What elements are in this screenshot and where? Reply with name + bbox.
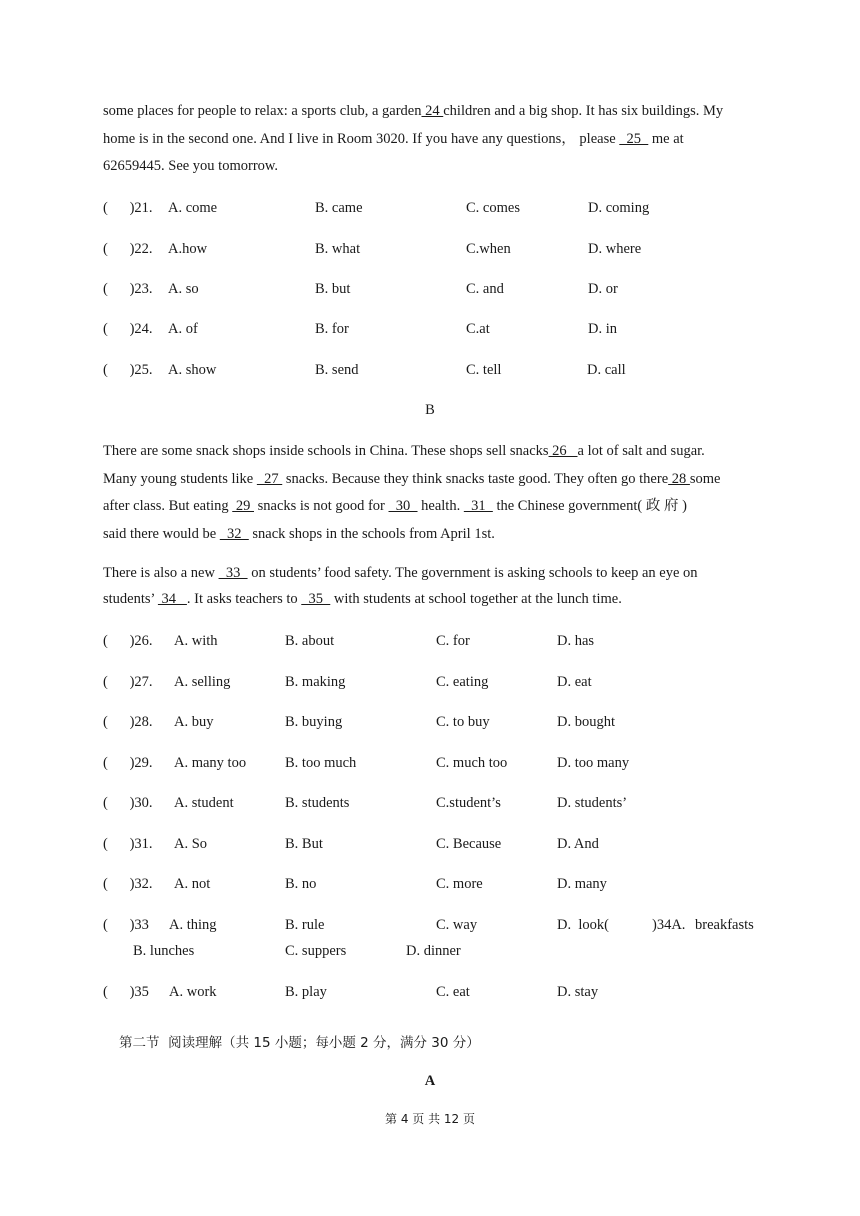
option-b: B. send xyxy=(315,362,359,378)
question-number: ( )28. xyxy=(103,714,153,730)
question-number: ( )31. xyxy=(103,836,153,852)
option-b: B. lunches xyxy=(133,943,195,959)
option-a: A. not xyxy=(174,876,211,892)
question-number: ( )33 xyxy=(103,917,149,933)
passage-line: said there would be 32 snack shops in the schools from April 1st. xyxy=(103,525,495,542)
page-footer: 第 4 页 共 12 页 xyxy=(385,1112,475,1126)
blank-34: 34 xyxy=(157,591,187,607)
option-b: B. but xyxy=(315,281,351,297)
option-a: A.how xyxy=(168,241,208,257)
option-b: B. about xyxy=(285,633,335,649)
passage-line: Many young students like 27 snacks. Because they think snacks taste good. They often go there 28 some xyxy=(103,470,721,487)
option-d: D. And xyxy=(557,836,599,852)
option-c: C. suppers xyxy=(285,943,347,959)
question-number: ( )22. xyxy=(103,241,153,257)
blank-25: 25 xyxy=(619,130,649,147)
option-b: B. making xyxy=(285,674,346,690)
option-c: C.when xyxy=(466,241,511,257)
passage-a-ending xyxy=(103,98,758,181)
option-a: A. so xyxy=(168,281,199,297)
option-d: D. dinner xyxy=(406,943,461,959)
question-number: ( )32. xyxy=(103,876,153,892)
option-c: C. comes xyxy=(466,200,520,216)
option-b: B. what xyxy=(315,241,361,257)
option-a: A. buy xyxy=(174,714,214,730)
option-c: C.at xyxy=(466,321,490,337)
blank-24: 24 xyxy=(421,103,444,119)
question-number: ( )26. xyxy=(103,633,153,649)
option-b: B. But xyxy=(285,836,323,852)
blank-30: 30 xyxy=(388,498,418,514)
option-a: A. work xyxy=(169,984,217,1000)
option-d: D. students’ xyxy=(557,795,628,811)
passage-b-paragraph-2 xyxy=(103,560,758,612)
question-number: ( )24. xyxy=(103,321,153,337)
passage-line: after class. But eating 29 snacks is not good for 30 health. 31 the Chinese government( 政 府 ) xyxy=(103,498,687,514)
option-c: C.student’s xyxy=(436,795,501,811)
option-a: A. thing xyxy=(169,917,217,933)
option-a: A. So xyxy=(174,836,208,852)
section-b-title: B xyxy=(425,402,435,418)
blank-33: 33 xyxy=(218,565,248,581)
option-a: A. selling xyxy=(174,674,231,690)
passage-b xyxy=(103,438,758,548)
option-d: D. coming xyxy=(588,200,650,216)
option-d: D. many xyxy=(557,876,607,892)
blank-35: 35 xyxy=(301,591,331,607)
option-b: B. too much xyxy=(285,755,357,771)
question-number: ( )30. xyxy=(103,795,153,811)
passage-line: There are some snack shops inside schools in China. These shops sell snacks 26 a lot of salt and sugar. xyxy=(103,443,705,459)
option-d: D. has xyxy=(557,633,595,649)
option-d: D. where xyxy=(588,241,642,257)
section-subtitle: A xyxy=(424,1073,436,1089)
option-c: C. eating xyxy=(436,674,489,690)
passage-line: There is also a new 33 on students’ food safety. The government is asking schools to keep an eye on xyxy=(103,565,698,581)
option-c: C. and xyxy=(466,281,504,297)
question-number: ( )21. xyxy=(103,200,153,216)
question-number: ( )23. xyxy=(103,281,153,297)
blank-31: 31 xyxy=(463,498,493,514)
option-b: B. for xyxy=(315,321,349,337)
question-number: ( )27. xyxy=(103,674,153,690)
question-number: )34A. xyxy=(652,917,686,933)
option-b: B. students xyxy=(285,795,350,811)
option-b: B. rule xyxy=(285,917,325,933)
blank-27: 27 xyxy=(256,470,283,487)
option-a: A. with xyxy=(174,633,218,649)
option-a: A. of xyxy=(168,321,198,337)
option-c: C. to buy xyxy=(436,714,490,730)
option-d: D. bought xyxy=(557,714,615,730)
option-d: D. eat xyxy=(557,674,592,690)
option-c: C. Because xyxy=(436,836,502,852)
blank-26: 26 xyxy=(548,443,578,459)
blank-28: 28 xyxy=(668,470,690,487)
section-heading: 第二节 阅读理解（共 15 小题；每小题 2 分，满分 30 分） xyxy=(119,1035,480,1051)
option-a: A. student xyxy=(174,795,234,811)
option-a: A. show xyxy=(168,362,217,378)
option-d: D. stay xyxy=(557,984,599,1000)
question-number: ( )35 xyxy=(103,984,149,1000)
option-b: B. buying xyxy=(285,714,343,730)
passage-line: home is in the second one. And I live in Room 3020. If you have any questions， please 25 me at xyxy=(103,130,684,147)
question-number: ( )25. xyxy=(103,362,153,378)
option-d: D. in xyxy=(588,321,617,337)
option-a: A. come xyxy=(168,200,218,216)
option-a: breakfasts xyxy=(695,917,754,933)
passage-line: 62659445. See you tomorrow. xyxy=(103,158,279,174)
option-c: C. tell xyxy=(466,362,502,378)
option-c: C. way xyxy=(436,917,478,933)
option-c: C. much too xyxy=(436,755,508,771)
option-d: D. or xyxy=(588,281,618,297)
option-b: B. came xyxy=(315,200,363,216)
question-number: ( )29. xyxy=(103,755,153,771)
option-d: D. too many xyxy=(557,755,630,771)
option-a: A. many too xyxy=(174,755,247,771)
option-c: C. more xyxy=(436,876,483,892)
option-b: B. play xyxy=(285,984,327,1000)
blank-32: 32 xyxy=(219,525,249,542)
blank-29: 29 xyxy=(232,498,254,514)
option-c: C. eat xyxy=(436,984,470,1000)
option-c: C. for xyxy=(436,633,470,649)
passage-line: some places for people to relax: a sports club, a garden 24 children and a big shop. It has six buildings. My xyxy=(103,103,724,119)
option-b: B. no xyxy=(285,876,317,892)
option-d: D. call xyxy=(587,362,626,378)
passage-line: students’ 34 . It asks teachers to 35 with students at school together at the lunch time. xyxy=(103,591,622,607)
option-d: D. look( xyxy=(557,917,609,933)
